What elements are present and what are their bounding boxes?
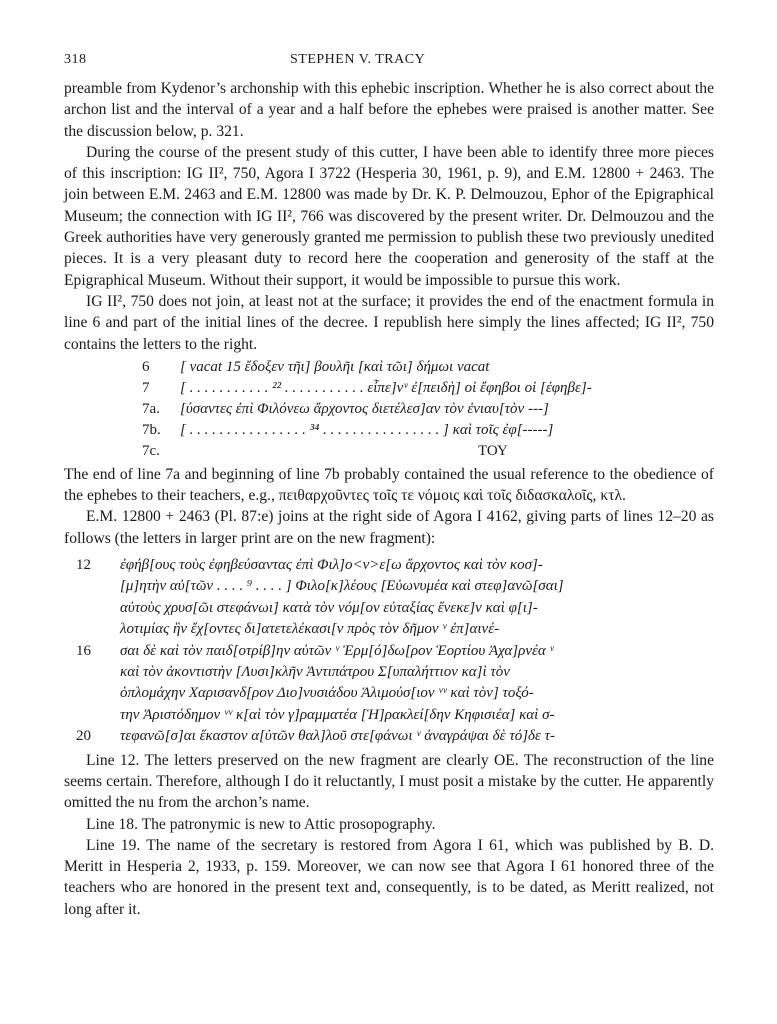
line-text: [ vacat 15 ἔδοξεν τῆι] βουλῆι [καὶ τῶι] δήμωι vacat bbox=[180, 358, 490, 375]
text-line bbox=[64, 726, 714, 747]
text-line bbox=[64, 705, 714, 726]
line-text: σαι δὲ καὶ τὸν παιδ[οτρίβ]ην αὐτῶν ᵛ Ἑρμ[ό]δω[ρον Ἑορτίου Ἀχα]ρνέα ᵛ bbox=[120, 642, 554, 659]
line-number: 12 bbox=[76, 557, 91, 574]
line-text: αὐτοὺς χρυσ[ῶι στεφάνωι] κατὰ τὸν νόμ[ον εὐταξίας ἕνεκε]ν καὶ φ[ι]- bbox=[120, 599, 538, 616]
line-text: ἐφήβ[ους τοὺς ἐφηβεύσαντας ἐπὶ Φιλ]ο<ν>ε[ω ἄρχοντος καὶ τὸν κοσ]- bbox=[120, 557, 543, 574]
line-text: την Ἀριστόδημον ᵛᵛ κ[αὶ τὸν γ]ραμματέα [Ἡ]ρακλεί[δην Κηφισιέα] καὶ σ- bbox=[120, 706, 555, 723]
line-text: [ . . . . . . . . . . . ²² . . . . . . . . . . . εἶπε]νᵛ ἐ[πειδὴ] οἱ ἔφηβοι οἱ [ἐφηβε]- bbox=[180, 379, 592, 396]
line-text: ΤΟΥ bbox=[478, 442, 508, 459]
paragraph-1: preamble from Kydenor’s archonship with this ephebic inscription. Whether he is also correct about the archon list and the interval of a year and a half before the ephebes were praised is another matter. See the discussion below, p. 321. bbox=[64, 80, 714, 140]
running-header bbox=[64, 52, 714, 78]
text-line bbox=[64, 555, 714, 576]
line-number: 6 bbox=[142, 358, 150, 375]
line-text: λοτιμίας ἣν ἔχ[οντες δι]ατετελέκασι[ν πρὸς τὸν δῆμον ᵛ ἐπ]αινέ- bbox=[120, 621, 500, 638]
text-line bbox=[64, 576, 714, 597]
text-line bbox=[64, 641, 714, 662]
paragraph-3: IG II², 750 does not join, at least not at the surface; it provides the end of the enactment formula in line 6 and part of the initial lines of the decree. I republish here simply the lines affected; IG II², 750 contains the letters to the right. bbox=[64, 292, 714, 353]
line-number bbox=[64, 598, 120, 619]
paragraph-5: E.M. 12800 + 2463 (Pl. 87:e) joins at the right side of Agora I 4162, giving parts of lines 12–20 as follows (the letters in larger print are on the new fragment): bbox=[64, 508, 714, 547]
line-text: καὶ τὸν ἀκοντιστὴν [Λυσι]κλῆν Ἀντιπάτρου Σ[υπαλήττιον κα]ὶ τὸν bbox=[120, 664, 510, 681]
text-line bbox=[142, 378, 714, 399]
text-line bbox=[64, 683, 714, 704]
text-line bbox=[64, 598, 714, 619]
line-number bbox=[64, 662, 120, 683]
line-number: 20 bbox=[76, 728, 91, 745]
text-line bbox=[64, 619, 714, 640]
line-text: [ύσαντες ἐπὶ Φιλόνεω ἄρχοντος διετέλεσ]αν τὸν ἐνιαυ[τὸν ---] bbox=[180, 400, 549, 417]
line-number: 7c. bbox=[142, 442, 160, 459]
line-number: 7 bbox=[142, 379, 150, 396]
paragraph-4: The end of line 7a and beginning of line 7b probably contained the usual reference to the obedience of the ephebes to their teachers, e.g., πειθαρχοῦντες τοῖς τε νόμοις καὶ τοῖς διδασκαλοῖς, κτλ. bbox=[64, 465, 714, 505]
line-text: [μ]ητὴν αὐ[τῶν . . . . ⁹ . . . . ] Φιλο[κ]λέους [Εὐωνυμέα καὶ στεφ]ανῶ[σαι] bbox=[120, 578, 564, 595]
inscription-text-a bbox=[142, 357, 714, 462]
paragraph-2: During the course of the present study of this cutter, I have been able to identify three more pieces of this inscription: IG II², 750, Agora I 3722 (Hesperia 30, 1961, p. 9), and E.M. 12800 + 2463. The join between E.M. 2463 and E.M. 12800 was made by Dr. K. P. Delmouzou, Ephor of the Epigraphical Museum; the connection with IG II², 766 was discovered by the present writer. Dr. Delmouzou and the Greek authorities have very generously granted me permission to publish these two previously unedited pieces. It is a very pleasant duty to record here the cooperation and generosity of the staff at the Epigraphical Museum. Without their support, it would be impossible to pursue this work. bbox=[64, 143, 714, 289]
line-text: τεφανῶ[σ]αι ἕκαστον α[ὐτῶν θαλ]λοῦ στε[φάνωι ᵛ ἀναγράψαι δὲ τό]δε τ- bbox=[120, 728, 556, 745]
line-number: 7a. bbox=[142, 400, 160, 417]
paragraph-line-18-note: Line 18. The patronymic is new to Attic prosopography. bbox=[86, 815, 436, 833]
line-text: ὁπλομάχην Χαρισανδ[ρον Διο]νυσιάδου Ἁλιμούσ[ιον ᵛᵛ καὶ τὸν] τοξό- bbox=[120, 685, 534, 702]
text-line bbox=[142, 441, 714, 462]
line-number bbox=[64, 705, 120, 726]
text-line bbox=[142, 399, 714, 420]
line-number: 7b. bbox=[142, 421, 161, 438]
text-line bbox=[64, 662, 714, 683]
inscription-text-b bbox=[64, 555, 714, 748]
paragraph-line-12-note: Line 12. The letters preserved on the new fragment are clearly OE. The reconstruction of the line seems certain. Therefore, although I do it reluctantly, I must posit a mistake by the cutter. He apparently omitted the nu from the archon’s name. bbox=[64, 751, 714, 812]
line-number bbox=[64, 576, 120, 597]
running-head-title: STEPHEN V. TRACY bbox=[290, 52, 426, 67]
page bbox=[64, 52, 714, 920]
paragraph-line-19-note: Line 19. The name of the secretary is restored from Agora I 61, which was published by B. D. Meritt in Hesperia 2, 1933, p. 159. Moreover, we can now see that Agora I 61 honored three of the teachers who are honored in the present text and, consequently, is to be dated, as Meritt realized, not long after it. bbox=[64, 836, 714, 918]
text-line bbox=[142, 357, 714, 378]
line-number bbox=[64, 619, 120, 640]
line-number bbox=[64, 683, 120, 704]
text-line bbox=[142, 420, 714, 441]
line-number: 16 bbox=[76, 642, 91, 659]
line-text: [ . . . . . . . . . . . . . . . . ³⁴ . . . . . . . . . . . . . . . . ] καὶ τοῖς ἐφ[-----] bbox=[180, 421, 554, 438]
page-number: 318 bbox=[64, 52, 87, 67]
